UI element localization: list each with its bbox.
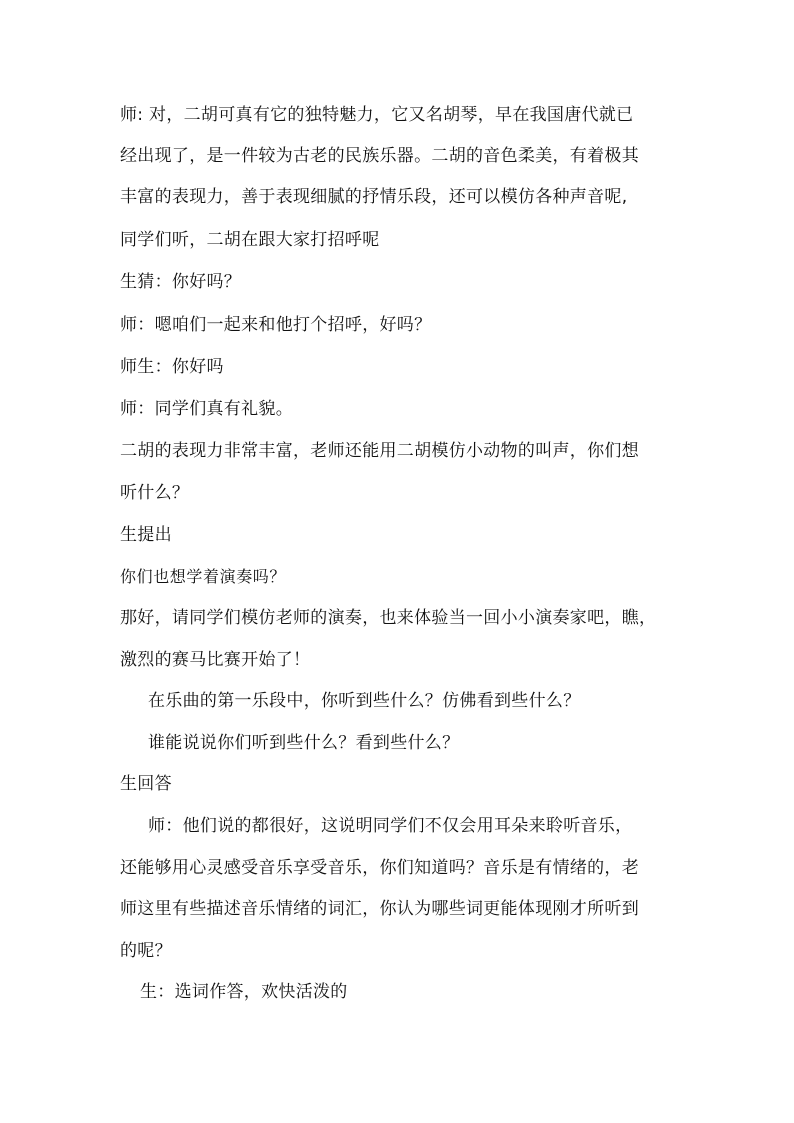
student-propose-line: 生提出 — [120, 525, 172, 545]
teacher-line: 师：嗯咱们一起来和他打个招呼，好吗？ — [120, 315, 432, 335]
want-to-play-line: 你们也想学着演奏吗？ — [120, 567, 287, 586]
teacher-praise-line-3: 师这里有些描述音乐情绪的词汇，你认为哪些词更能体现刚才所听到 — [120, 899, 639, 919]
teacher-praise-line-4: 的呢？ — [120, 941, 172, 961]
paragraph-line-1: 师: 对，二胡可真有它的独特魅力，它又名胡琴，早在我国唐代就已 — [120, 105, 634, 125]
imitation-line-2: 激烈的赛马比赛开始了！ — [120, 650, 311, 670]
paragraph-line-3: 丰富的表现力，善于表现细腻的抒情乐段，还可以模仿各种声音呢, — [120, 187, 628, 207]
student-guess-line: 生猜：你好吗？ — [120, 272, 242, 292]
first-section-question: 在乐曲的第一乐段中，你听到些什么？仿佛看到些什么？ — [148, 691, 581, 711]
teacher-praise-line-1: 师：他们说的都很好，这说明同学们不仅会用耳朵来聆听音乐， — [148, 816, 633, 836]
student-choose-words-line: 生：选词作答，欢快活泼的 — [140, 982, 348, 1002]
erhu-expression-line-2: 听什么？ — [120, 483, 190, 503]
teacher-praise-line-2: 还能够用心灵感受音乐享受音乐，你们知道吗？音乐是有情绪的，老 — [120, 858, 639, 878]
teacher-student-line: 师生：你好吗 — [120, 357, 224, 377]
erhu-expression-line-1: 二胡的表现力非常丰富，老师还能用二胡模仿小动物的叫声，你们想 — [120, 441, 639, 461]
paragraph-line-4: 同学们听，二胡在跟大家打招呼呢 — [120, 230, 380, 250]
student-answer-line: 生回答 — [120, 774, 172, 794]
paragraph-line-2: 经出现了，是一件较为古老的民族乐器。二胡的音色柔美，有着极其 — [120, 146, 639, 166]
who-can-say-question: 谁能说说你们听到些什么？看到些什么？ — [148, 733, 460, 753]
imitation-line-1: 那好，请同学们模仿老师的演奏，也来体验当一回小小演奏家吧，瞧， — [120, 608, 657, 628]
teacher-polite-line: 师：同学们真有礼貌。 — [120, 399, 293, 419]
